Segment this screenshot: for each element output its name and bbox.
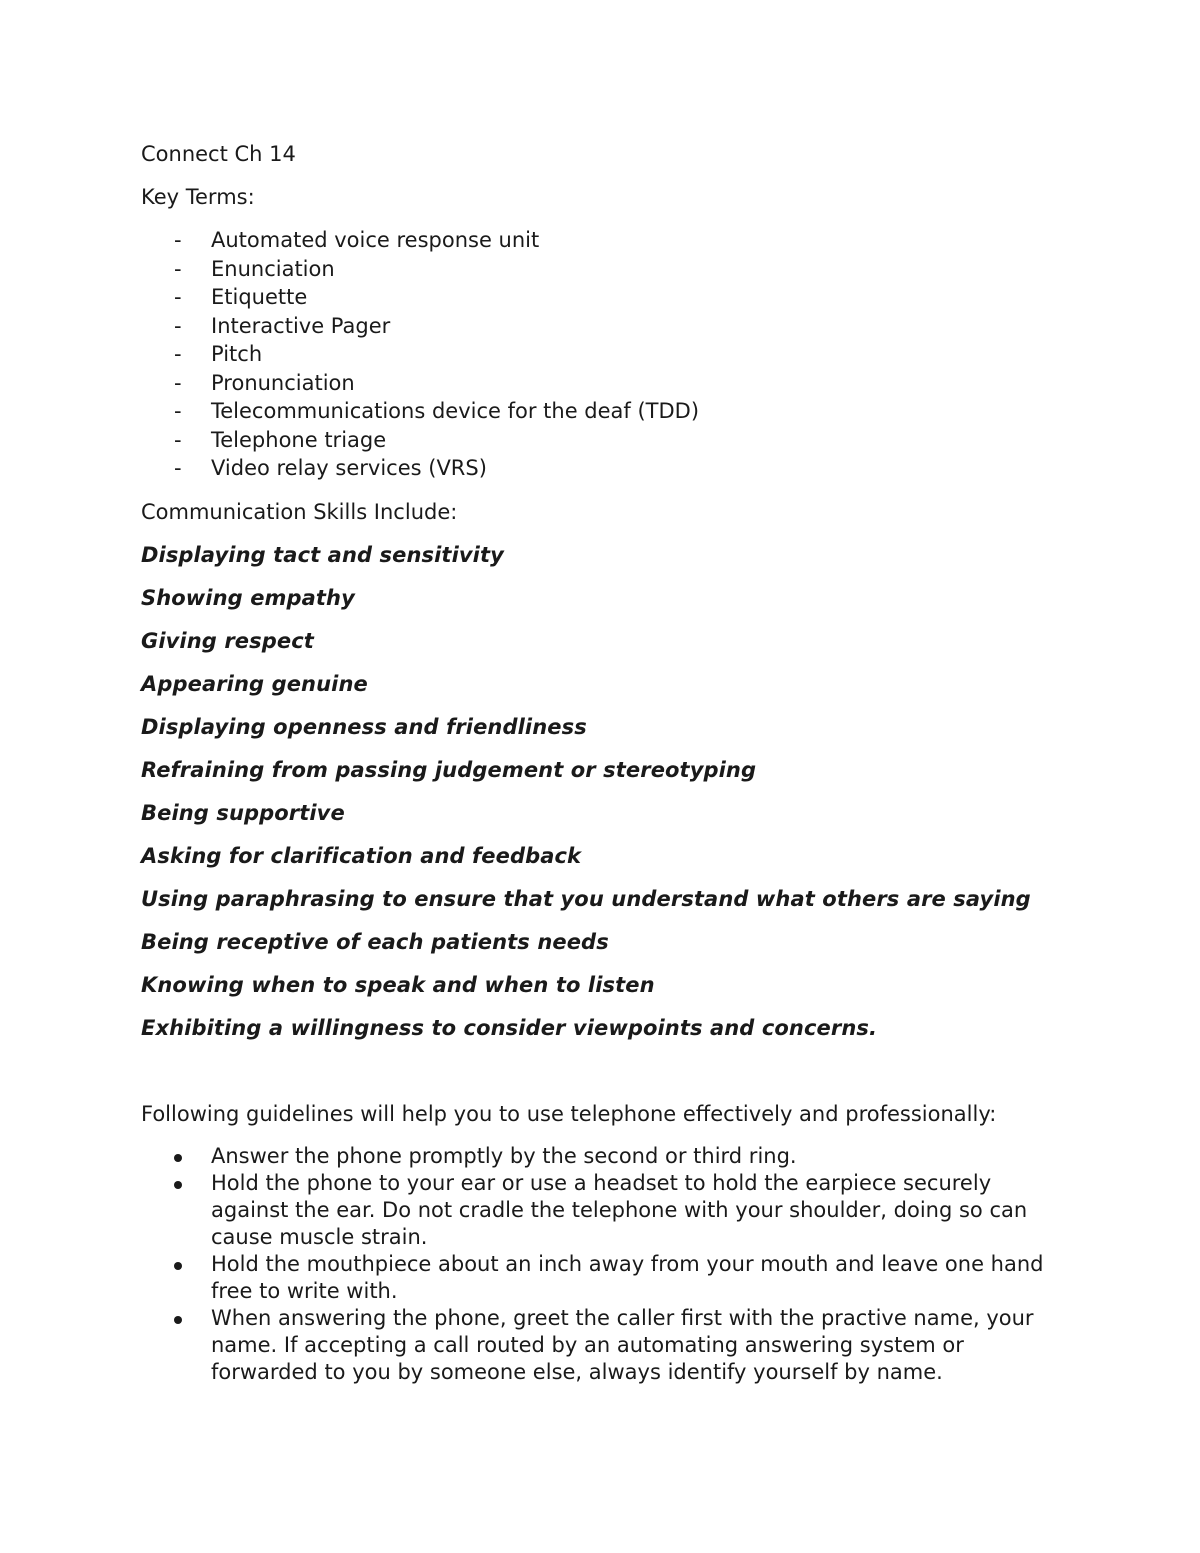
bullet-marker	[174, 1262, 182, 1270]
skill-item: Knowing when to speak and when to listen	[141, 972, 655, 997]
list-item: Answer the phone promptly by the second or third ring.	[141, 1143, 1071, 1170]
list-item: - Automated voice response unit	[141, 226, 1071, 255]
list-item: - Interactive Pager	[141, 312, 1071, 341]
skill-item: Being supportive	[141, 800, 345, 825]
skill-item: Displaying openness and friendliness	[141, 714, 587, 739]
skill-item: Exhibiting a willingness to consider viewpoints and concerns.	[141, 1015, 878, 1040]
skill-item: Appearing genuine	[141, 671, 368, 696]
skill-item: Using paraphrasing to ensure that you understand what others are saying	[141, 886, 1031, 911]
list-item: - Enunciation	[141, 255, 1071, 284]
bullet-marker	[174, 1181, 182, 1189]
list-item: - Telephone triage	[141, 426, 1071, 455]
list-item: - Pitch	[141, 340, 1071, 369]
list-item: - Video relay services (VRS)	[141, 454, 1071, 483]
list-item: When answering the phone, greet the caller first with the practive name, your name. If accepting a call routed by an automating answering system or forwarded to you by someone else, always identify yourself by name.	[141, 1305, 1071, 1386]
bullet-marker	[174, 1316, 182, 1324]
dash-marker: -	[174, 285, 182, 309]
document-page	[141, 140, 1071, 1386]
dash-marker: -	[174, 228, 182, 252]
key-terms-heading: Key Terms:	[141, 185, 255, 209]
list-item: - Etiquette	[141, 283, 1071, 312]
skill-item: Being receptive of each patients needs	[141, 929, 609, 954]
skill-item: Showing empathy	[141, 585, 355, 610]
key-terms-list	[141, 226, 1071, 483]
skill-item: Giving respect	[141, 628, 314, 653]
list-item: Hold the phone to your ear or use a headset to hold the earpiece securely against the ear. Do not cradle the telephone with your shoulder, doing so can cause muscle strain.	[141, 1170, 1071, 1251]
document-title: Connect Ch 14	[141, 142, 296, 166]
list-item: - Pronunciation	[141, 369, 1071, 398]
dash-marker: -	[174, 342, 182, 366]
skill-item: Displaying tact and sensitivity	[141, 542, 504, 567]
dash-marker: -	[174, 427, 182, 452]
skill-item: Refraining from passing judgement or stereotyping	[141, 757, 757, 782]
dash-marker: -	[174, 370, 182, 395]
guidelines-heading: Following guidelines will help you to use telephone effectively and professionally:	[141, 1101, 997, 1126]
skills-heading: Communication Skills Include:	[141, 499, 458, 524]
guidelines-list	[141, 1143, 1071, 1386]
dash-marker: -	[174, 256, 182, 281]
skill-item: Asking for clarification and feedback	[141, 843, 582, 868]
list-item: - Telecommunications device for the deaf (TDD)	[141, 397, 1071, 426]
dash-marker: -	[174, 456, 182, 480]
dash-marker: -	[174, 313, 182, 338]
list-item: Hold the mouthpiece about an inch away from your mouth and leave one hand free to write with.	[141, 1251, 1071, 1305]
skills-list	[141, 541, 1071, 1042]
bullet-marker	[174, 1154, 182, 1162]
dash-marker: -	[174, 399, 182, 423]
